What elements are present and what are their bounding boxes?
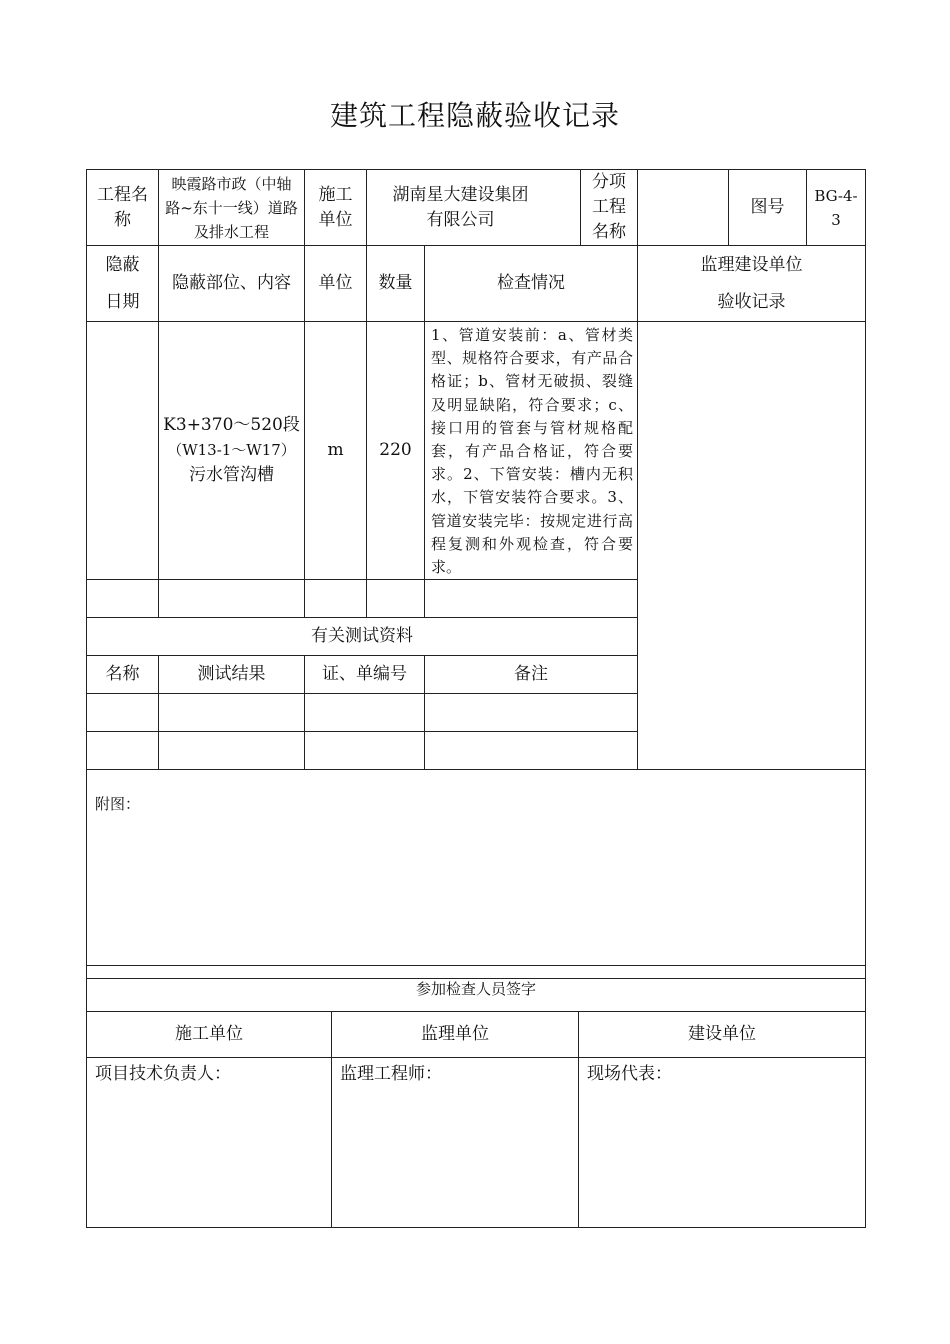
entry-quantity: 220 <box>367 322 425 580</box>
test-cert-header: 证、单编号 <box>305 656 425 694</box>
attachment-label: 附图： <box>95 795 141 814</box>
hidden-date-header-line2: 日期 <box>105 291 140 312</box>
unit-header: 单位 <box>305 246 367 322</box>
drawing-no-value: BG-4-3 <box>807 170 866 246</box>
empty-cell <box>305 694 425 732</box>
empty-cell <box>305 580 367 618</box>
construction-unit-value: 湖南星大建设集团有限公司 <box>367 170 581 246</box>
supervision-header <box>638 246 866 322</box>
signature-construction-unit: 施工单位 <box>87 1012 332 1058</box>
signature-title: 参加检查人员签字 <box>87 966 866 1012</box>
entry-date <box>87 322 159 580</box>
test-result-header: 测试结果 <box>159 656 305 694</box>
supervision-header-line2: 验收记录 <box>717 291 786 312</box>
project-name-value: 映霞路市政（中轴路~东十一线）道路及排水工程 <box>159 170 305 246</box>
attachment-area <box>87 770 866 979</box>
empty-cell <box>425 694 638 732</box>
entry-unit: m <box>305 322 367 580</box>
supervision-signer: 监理工程师： <box>332 1058 579 1228</box>
supervision-header-line1: 监理建设单位 <box>700 254 803 275</box>
test-section-title: 有关测试资料 <box>87 618 638 656</box>
empty-cell <box>305 732 425 770</box>
inspection-header: 检查情况 <box>425 246 638 322</box>
empty-cell <box>159 694 305 732</box>
entry-part-line3: 污水管沟槽 <box>189 465 274 486</box>
hidden-part-header: 隐蔽部位、内容 <box>159 246 305 322</box>
empty-cell <box>159 580 305 618</box>
empty-cell <box>87 732 159 770</box>
project-name-label: 工程名称 <box>87 170 159 246</box>
entry-inspection: 1、管道安装前：a、管材类型、规格符合要求，有产品合格证；b、管材无破损、裂缝及明显缺陷，符合要求；c、接口用的管套与管材规格配套，有产品合格证，符合要求。2、下管安装：槽内无积水，下管安装符合要求。3、管道安装完毕：按规定进行高程复测和外观检查，符合要求。 <box>425 322 638 580</box>
construction-unit-label: 施工单位 <box>305 170 367 246</box>
construction-signer: 项目技术负责人： <box>87 1058 332 1228</box>
entry-part-line1: K3+370～520段 <box>163 415 300 436</box>
empty-cell <box>159 732 305 770</box>
hidden-date-header <box>87 246 159 322</box>
empty-cell <box>87 694 159 732</box>
empty-cell <box>425 580 638 618</box>
quantity-header: 数量 <box>367 246 425 322</box>
hidden-date-header-line1: 隐蔽 <box>105 254 140 275</box>
empty-cell <box>425 732 638 770</box>
test-name-header: 名称 <box>87 656 159 694</box>
signature-supervision-unit: 监理单位 <box>332 1012 579 1058</box>
entry-part <box>159 322 305 580</box>
drawing-no-label: 图号 <box>729 170 807 246</box>
empty-cell <box>87 580 159 618</box>
document-title: 建筑工程隐蔽验收记录 <box>329 99 620 132</box>
record-table <box>86 169 866 979</box>
owner-signer: 现场代表： <box>579 1058 866 1228</box>
sub-project-label: 分项工程名称 <box>581 170 638 246</box>
empty-cell <box>367 580 425 618</box>
signature-owner-unit: 建设单位 <box>579 1012 866 1058</box>
supervision-record <box>638 322 866 770</box>
entry-part-line2: （W13-1～W17） <box>167 441 296 460</box>
signature-table <box>86 965 866 1228</box>
sub-project-value <box>638 170 729 246</box>
test-remark-header: 备注 <box>425 656 638 694</box>
